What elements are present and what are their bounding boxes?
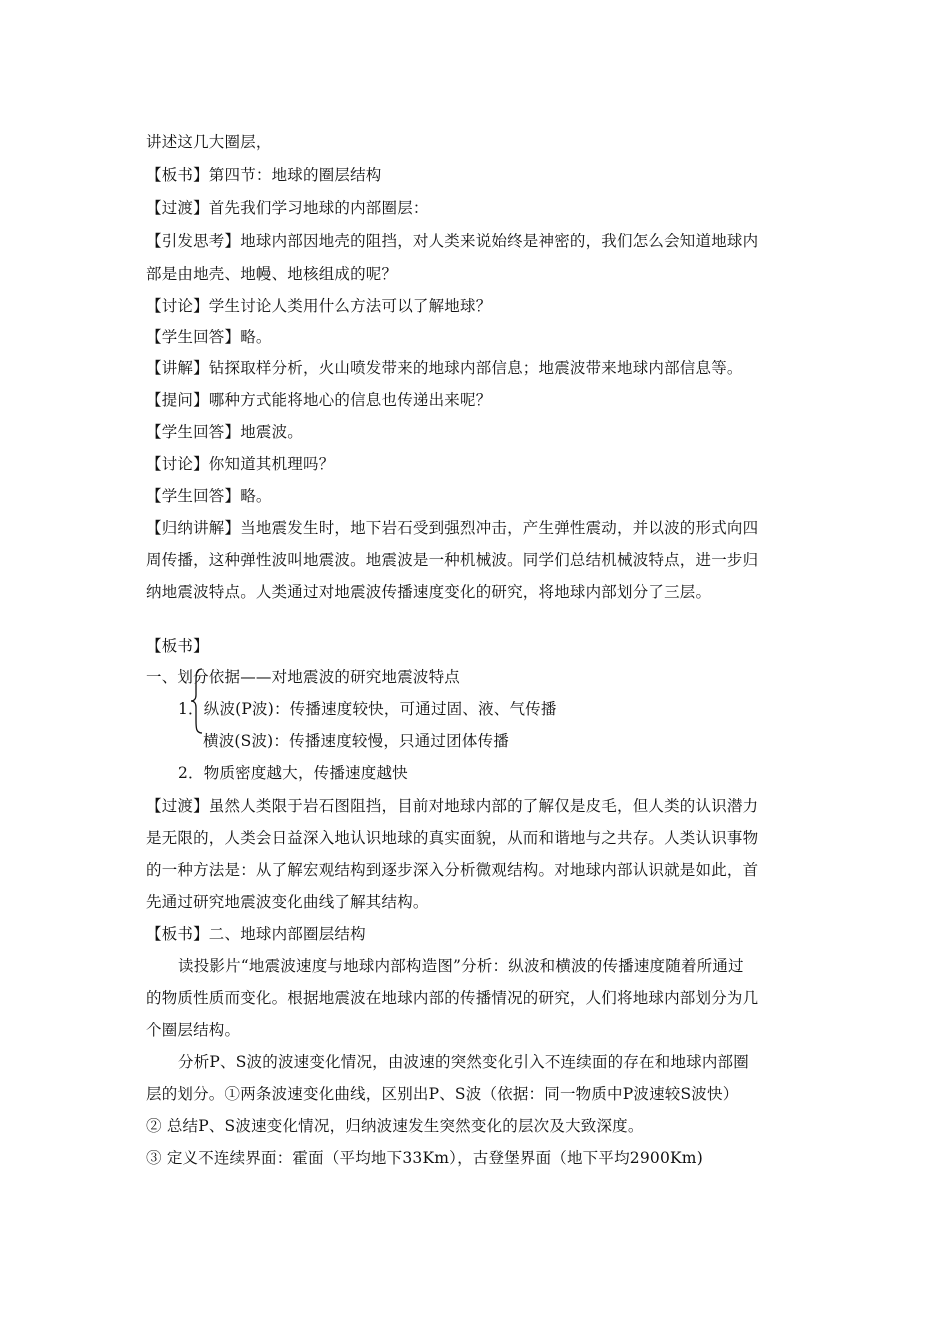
text-line: 一、划分依据——对地震波的研究地震波特点 xyxy=(146,668,461,686)
text-line: 【学生回答】地震波。 xyxy=(146,423,304,441)
text-line: 个圈层结构。 xyxy=(146,1021,241,1039)
text-line: 2．物质密度越大，传播速度越快 xyxy=(178,764,408,782)
text-line: 部是由地壳、地幔、地核组成的呢？ xyxy=(146,265,398,283)
text-line: 分析P、S波的波速变化情况，由波速的突然变化引入不连续面的存在和地球内部圈 xyxy=(178,1053,749,1071)
text-line: 是无限的，人类会日益深入地认识地球的真实面貌，从而和谐地与之共存。人类认识事物 xyxy=(146,829,759,847)
text-line: 读投影片“地震波速度与地球内部构造图”分析：纵波和横波的传播速度随着所通过 xyxy=(178,957,744,975)
text-line: ③ 定义不连续界面：霍面（平均地下33Km），古登堡界面（地下平均2900Km) xyxy=(146,1149,703,1167)
text-line: 周传播，这种弹性波叫地震波。地震波是一种机械波。同学们总结机械波特点，进一步归 xyxy=(146,551,759,569)
text-line: 先通过研究地震波变化曲线了解其结构。 xyxy=(146,893,429,911)
text-line: 纳地震波特点。人类通过对地震波传播速度变化的研究，将地球内部划分了三层。 xyxy=(146,583,712,601)
text-line: 【学生回答】略。 xyxy=(146,487,272,505)
text-line: 【过渡】首先我们学习地球的内部圈层： xyxy=(146,199,429,217)
text-line: 【引发思考】地球内部因地壳的阻挡，对人类来说始终是神密的，我们怎么会知道地球内 xyxy=(146,232,759,250)
text-line: 层的划分。①两条波速变化曲线，区别出P、S波（依据：同一物质中P波速较S波快） xyxy=(146,1085,739,1103)
text-line: 讲述这几大圈层， xyxy=(146,133,272,151)
text-line: 【讲解】钻探取样分析，火山喷发带来的地球内部信息；地震波带来地球内部信息等。 xyxy=(146,359,743,377)
text-line: 【归纳讲解】当地震发生时，地下岩石受到强烈冲击，产生弹性震动，并以波的形式向四 xyxy=(146,519,759,537)
text-line: 【过渡】虽然人类限于岩石图阻挡，目前对地球内部的了解仅是皮毛，但人类的认识潜力 xyxy=(146,797,759,815)
text-line: 【讨论】学生讨论人类用什么方法可以了解地球？ xyxy=(146,297,492,315)
text-line: 【讨论】你知道其机理吗？ xyxy=(146,455,335,473)
text-line: 【提问】哪种方式能将地心的信息也传递出来呢？ xyxy=(146,391,492,409)
text-line: 【板书】第四节：地球的圈层结构 xyxy=(146,166,382,184)
text-line: 1．纵波(P波)：传播速度较快，可通过固、液、气传播 xyxy=(178,700,557,718)
text-line: 【板书】二、地球内部圈层结构 xyxy=(146,925,366,943)
text-line: 【学生回答】略。 xyxy=(146,328,272,346)
text-line: 的物质性质而变化。根据地震波在地球内部的传播情况的研究，人们将地球内部划分为几 xyxy=(146,989,759,1007)
text-line: 【板书】 xyxy=(146,637,209,655)
text-line: 的一种方法是：从了解宏观结构到逐步深入分析微观结构。对地球内部认识就是如此，首 xyxy=(146,861,759,879)
text-line: ② 总结P、S波速变化情况，归纳波速发生突然变化的层次及大致深度。 xyxy=(146,1117,644,1135)
text-line: 横波(S波)：传播速度较慢，只通过团体传播 xyxy=(203,732,509,750)
